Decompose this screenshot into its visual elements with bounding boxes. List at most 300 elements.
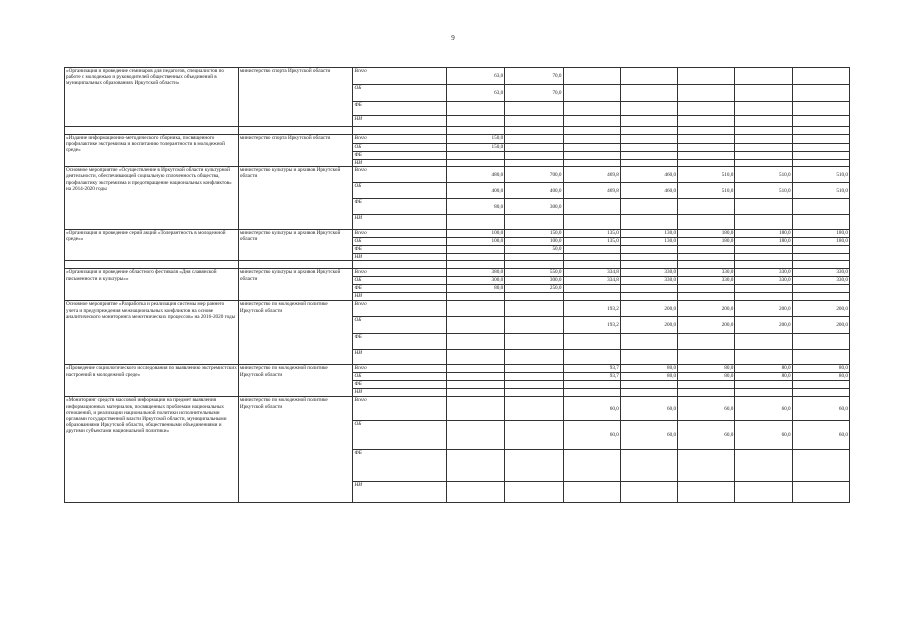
funding-source-cell: ФБ — [353, 285, 446, 293]
funding-source-cell: ОБ — [353, 373, 446, 381]
responsible-org-cell: министерство спорта Иркутской области — [238, 135, 353, 167]
amount-cell — [505, 135, 563, 144]
amount-cell: 60,0 — [678, 397, 735, 421]
amount-cell — [620, 293, 677, 301]
empty-cell — [678, 261, 735, 269]
responsible-org-cell: министерство культуры и архивов Иркутской области — [238, 167, 353, 230]
amount-cell — [620, 144, 677, 152]
amount-cell: 93,7 — [563, 365, 620, 373]
amount-cell — [446, 389, 504, 397]
funding-source-cell: НИ — [353, 389, 446, 397]
empty-cell — [65, 127, 239, 135]
amount-cell: 193,2 — [563, 301, 620, 317]
amount-cell: 80,0 — [678, 365, 735, 373]
amount-cell: 334,8 — [563, 277, 620, 285]
table-row — [65, 135, 850, 144]
amount-cell — [505, 421, 563, 450]
amount-cell — [678, 215, 735, 230]
amount-cell — [446, 152, 504, 160]
empty-cell — [353, 261, 446, 269]
amount-cell — [563, 144, 620, 152]
activity-name-cell: «Организация и проведение областного фестиваля «Дня славянской письменности и культуры»» — [65, 269, 239, 301]
funding-source-cell: ФБ — [353, 334, 446, 350]
amount-cell — [563, 285, 620, 293]
amount-cell — [505, 350, 563, 365]
amount-cell — [735, 482, 792, 503]
amount-cell — [620, 160, 677, 167]
activity-name-cell: «Проведение социологического исследования по выявлению экстремистских настроений в молодежной среде» — [65, 365, 239, 397]
amount-cell: 180,0 — [678, 230, 735, 238]
amount-cell — [563, 199, 620, 215]
amount-cell — [620, 135, 677, 144]
amount-cell — [620, 246, 677, 254]
amount-cell — [563, 85, 620, 102]
table-row — [65, 269, 850, 277]
amount-cell: 460,0 — [620, 167, 677, 183]
amount-cell — [792, 246, 849, 254]
table-row — [65, 365, 850, 373]
amount-cell: 193,2 — [563, 317, 620, 334]
amount-cell — [735, 254, 792, 261]
activity-name-cell: «Мониторинг средств массовой информации на предмет выявления информационных материалов, посвященных проблемам национальных отношений, и реализации национальной политики исполнительными органами государственной власти Иркутской области, муниципальными образованиями Иркутской области, общественными объединениями и другими субъектами национальной политики» — [65, 397, 239, 503]
funding-source-cell: ФБ — [353, 450, 446, 482]
amount-cell — [505, 160, 563, 167]
amount-cell — [678, 389, 735, 397]
amount-cell — [678, 116, 735, 127]
amount-cell — [563, 68, 620, 85]
amount-cell: 130,0 — [620, 238, 677, 246]
amount-cell: 93,7 — [563, 373, 620, 381]
amount-cell — [678, 135, 735, 144]
amount-cell — [792, 144, 849, 152]
amount-cell: 70,0 — [505, 85, 563, 102]
amount-cell — [678, 293, 735, 301]
funding-source-cell: ОБ — [353, 277, 446, 285]
responsible-org-cell: министерство по молодежной политике Иркутской области — [238, 301, 353, 365]
amount-cell — [446, 246, 504, 254]
spacer-row — [65, 261, 850, 269]
amount-cell: 60,0 — [678, 421, 735, 450]
amount-cell — [792, 334, 849, 350]
funding-source-cell: ОБ — [353, 183, 446, 199]
amount-cell — [563, 215, 620, 230]
amount-cell: 200,0 — [620, 301, 677, 317]
amount-cell — [735, 135, 792, 144]
amount-cell — [505, 254, 563, 261]
empty-cell — [792, 261, 849, 269]
amount-cell — [620, 215, 677, 230]
amount-cell: 400,0 — [446, 183, 504, 199]
amount-cell: 460,0 — [620, 183, 677, 199]
empty-cell — [505, 261, 563, 269]
funding-source-cell: ОБ — [353, 317, 446, 334]
amount-cell: 510,0 — [678, 167, 735, 183]
amount-cell — [563, 152, 620, 160]
amount-cell — [792, 152, 849, 160]
amount-cell: 469,8 — [563, 167, 620, 183]
funding-source-cell: ФБ — [353, 152, 446, 160]
amount-cell — [563, 350, 620, 365]
amount-cell: 80,0 — [735, 373, 792, 381]
amount-cell: 510,0 — [678, 183, 735, 199]
amount-cell — [735, 450, 792, 482]
amount-cell: 180,0 — [792, 238, 849, 246]
amount-cell — [446, 254, 504, 261]
empty-cell — [678, 127, 735, 135]
amount-cell — [792, 482, 849, 503]
amount-cell — [678, 350, 735, 365]
funding-source-cell: НИ — [353, 482, 446, 503]
amount-cell — [678, 160, 735, 167]
responsible-org-cell: министерство культуры и архивов Иркутской области — [238, 230, 353, 261]
amount-cell — [563, 254, 620, 261]
amount-cell — [792, 389, 849, 397]
amount-cell — [505, 397, 563, 421]
amount-cell — [446, 350, 504, 365]
amount-cell: 135,0 — [563, 238, 620, 246]
amount-cell — [620, 116, 677, 127]
budget-table — [64, 67, 850, 503]
amount-cell — [735, 350, 792, 365]
amount-cell: 60,0 — [792, 397, 849, 421]
amount-cell: 50,0 — [505, 246, 563, 254]
amount-cell — [620, 199, 677, 215]
amount-cell: 480,0 — [446, 167, 504, 183]
amount-cell — [678, 285, 735, 293]
amount-cell: 60,0 — [620, 421, 677, 450]
amount-cell — [505, 389, 563, 397]
amount-cell: 330,0 — [620, 277, 677, 285]
funding-source-cell: НИ — [353, 116, 446, 127]
amount-cell — [792, 102, 849, 116]
amount-cell — [792, 381, 849, 389]
funding-source-cell: НИ — [353, 160, 446, 167]
empty-cell — [353, 127, 446, 135]
activity-name-cell: «Организация и проведение семинаров для педагогов, специалистов по работе с молодежью и руководителей общественных объединений в муниципальных образованиях Иркутской области» — [65, 68, 239, 127]
amount-cell — [620, 389, 677, 397]
funding-source-cell: ФБ — [353, 199, 446, 215]
amount-cell: 334,8 — [563, 269, 620, 277]
amount-cell — [505, 450, 563, 482]
amount-cell — [505, 381, 563, 389]
funding-source-cell: Всего — [353, 269, 446, 277]
amount-cell — [735, 293, 792, 301]
empty-cell — [238, 127, 353, 135]
amount-cell: 100,0 — [446, 238, 504, 246]
amount-cell: 200,0 — [792, 301, 849, 317]
amount-cell: 180,0 — [678, 238, 735, 246]
amount-cell — [792, 199, 849, 215]
amount-cell: 200,0 — [792, 317, 849, 334]
amount-cell — [735, 389, 792, 397]
amount-cell — [563, 116, 620, 127]
empty-cell — [620, 261, 677, 269]
amount-cell: 150,0 — [505, 230, 563, 238]
amount-cell — [678, 381, 735, 389]
amount-cell — [446, 116, 504, 127]
table-row — [65, 230, 850, 238]
amount-cell — [505, 317, 563, 334]
funding-source-cell: НИ — [353, 293, 446, 301]
funding-source-cell: НИ — [353, 350, 446, 365]
amount-cell: 135,0 — [563, 230, 620, 238]
funding-source-cell: ФБ — [353, 102, 446, 116]
amount-cell: 400,0 — [505, 183, 563, 199]
funding-source-cell: Всего — [353, 68, 446, 85]
amount-cell — [505, 334, 563, 350]
amount-cell: 510,0 — [735, 167, 792, 183]
amount-cell: 380,0 — [446, 269, 504, 277]
amount-cell — [505, 293, 563, 301]
amount-cell: 330,0 — [735, 277, 792, 285]
amount-cell — [792, 285, 849, 293]
amount-cell — [792, 215, 849, 230]
amount-cell — [446, 421, 504, 450]
amount-cell: 80,0 — [678, 373, 735, 381]
empty-cell — [563, 127, 620, 135]
empty-cell — [792, 127, 849, 135]
amount-cell — [735, 285, 792, 293]
amount-cell: 510,0 — [792, 167, 849, 183]
amount-cell: 300,0 — [505, 199, 563, 215]
amount-cell: 80,0 — [735, 365, 792, 373]
amount-cell: 60,0 — [735, 421, 792, 450]
amount-cell — [678, 482, 735, 503]
amount-cell: 200,0 — [735, 301, 792, 317]
empty-cell — [735, 261, 792, 269]
amount-cell: 100,0 — [505, 238, 563, 246]
funding-source-cell: Всего — [353, 301, 446, 317]
responsible-org-cell: министерство по молодежной политике Иркутской области — [238, 365, 353, 397]
amount-cell: 510,0 — [792, 183, 849, 199]
amount-cell: 60,0 — [792, 421, 849, 450]
amount-cell — [446, 373, 504, 381]
amount-cell — [678, 334, 735, 350]
amount-cell — [735, 199, 792, 215]
empty-cell — [65, 261, 239, 269]
amount-cell — [735, 381, 792, 389]
table-row — [65, 68, 850, 85]
amount-cell: 700,0 — [505, 167, 563, 183]
amount-cell: 330,0 — [792, 269, 849, 277]
amount-cell — [446, 160, 504, 167]
amount-cell: 60,0 — [735, 397, 792, 421]
amount-cell: 330,0 — [678, 277, 735, 285]
funding-source-cell: Всего — [353, 230, 446, 238]
amount-cell — [505, 152, 563, 160]
amount-cell — [505, 215, 563, 230]
responsible-org-cell: министерство по молодежной политике Иркутской области — [238, 397, 353, 503]
activity-name-cell: Основное мероприятие «Осуществление в Иркутской области культурной деятельности, обеспечивающей социальную сплоченность общества, профилактику экстремизма и предотвращение национальных конфликтов» на 2014-2020 годы — [65, 167, 239, 230]
amount-cell: 200,0 — [678, 317, 735, 334]
funding-source-cell: Всего — [353, 167, 446, 183]
amount-cell: 300,0 — [505, 277, 563, 285]
amount-cell — [446, 334, 504, 350]
amount-cell — [792, 350, 849, 365]
amount-cell — [505, 102, 563, 116]
funding-source-cell: ФБ — [353, 246, 446, 254]
amount-cell — [563, 246, 620, 254]
funding-source-cell: НИ — [353, 215, 446, 230]
funding-source-cell: ФБ — [353, 381, 446, 389]
amount-cell: 70,0 — [505, 68, 563, 85]
amount-cell — [505, 301, 563, 317]
amount-cell — [735, 160, 792, 167]
empty-cell — [446, 127, 504, 135]
amount-cell — [620, 85, 677, 102]
amount-cell — [792, 85, 849, 102]
amount-cell — [446, 293, 504, 301]
amount-cell — [505, 365, 563, 373]
empty-cell — [735, 127, 792, 135]
amount-cell — [792, 116, 849, 127]
amount-cell: 550,0 — [505, 269, 563, 277]
amount-cell — [678, 254, 735, 261]
amount-cell: 80,0 — [446, 199, 504, 215]
amount-cell — [505, 116, 563, 127]
amount-cell: 80,0 — [446, 285, 504, 293]
amount-cell — [735, 85, 792, 102]
amount-cell: 60,0 — [563, 397, 620, 421]
amount-cell — [735, 144, 792, 152]
amount-cell — [735, 334, 792, 350]
amount-cell — [563, 102, 620, 116]
amount-cell — [678, 199, 735, 215]
amount-cell — [792, 160, 849, 167]
amount-cell — [446, 381, 504, 389]
amount-cell: 80,0 — [792, 373, 849, 381]
amount-cell: 300,0 — [446, 277, 504, 285]
amount-cell: 330,0 — [678, 269, 735, 277]
empty-cell — [620, 127, 677, 135]
amount-cell — [446, 301, 504, 317]
funding-source-cell: ОБ — [353, 421, 446, 450]
spacer-row — [65, 127, 850, 135]
amount-cell — [446, 317, 504, 334]
amount-cell — [620, 482, 677, 503]
funding-source-cell: Всего — [353, 135, 446, 144]
amount-cell: 150,0 — [446, 135, 504, 144]
amount-cell: 80,0 — [620, 373, 677, 381]
table-row — [65, 301, 850, 317]
amount-cell — [735, 102, 792, 116]
funding-source-cell: ОБ — [353, 144, 446, 152]
amount-cell — [446, 215, 504, 230]
budget-table-body — [65, 68, 850, 503]
amount-cell — [735, 68, 792, 85]
amount-cell — [792, 135, 849, 144]
activity-name-cell: «Организация и проведение серий акций «Толерантность в молодежной среде»» — [65, 230, 239, 261]
amount-cell: 180,0 — [735, 238, 792, 246]
amount-cell: 60,0 — [563, 421, 620, 450]
amount-cell: 130,0 — [620, 230, 677, 238]
amount-cell — [678, 152, 735, 160]
amount-cell — [563, 389, 620, 397]
table-row — [65, 167, 850, 183]
amount-cell: 60,0 — [620, 397, 677, 421]
amount-cell: 63,0 — [446, 85, 504, 102]
amount-cell — [620, 102, 677, 116]
amount-cell: 200,0 — [678, 301, 735, 317]
amount-cell — [563, 334, 620, 350]
funding-source-cell: Всего — [353, 365, 446, 373]
amount-cell — [446, 365, 504, 373]
amount-cell — [678, 144, 735, 152]
table-row — [65, 397, 850, 421]
amount-cell — [620, 334, 677, 350]
amount-cell — [678, 246, 735, 254]
amount-cell — [735, 116, 792, 127]
amount-cell: 80,0 — [792, 365, 849, 373]
amount-cell: 510,0 — [735, 183, 792, 199]
amount-cell — [792, 293, 849, 301]
amount-cell — [678, 450, 735, 482]
amount-cell — [563, 160, 620, 167]
amount-cell: 330,0 — [792, 277, 849, 285]
amount-cell — [563, 293, 620, 301]
amount-cell: 330,0 — [620, 269, 677, 277]
amount-cell — [620, 450, 677, 482]
amount-cell — [563, 482, 620, 503]
amount-cell: 150,0 — [446, 144, 504, 152]
page-number: 9 — [451, 34, 455, 42]
amount-cell — [620, 285, 677, 293]
funding-source-cell: ОБ — [353, 85, 446, 102]
funding-source-cell: Всего — [353, 397, 446, 421]
amount-cell — [505, 482, 563, 503]
empty-cell — [446, 261, 504, 269]
amount-cell — [678, 85, 735, 102]
amount-cell: 200,0 — [735, 317, 792, 334]
amount-cell — [792, 68, 849, 85]
empty-cell — [563, 261, 620, 269]
amount-cell — [446, 482, 504, 503]
amount-cell — [735, 246, 792, 254]
amount-cell — [563, 381, 620, 389]
funding-source-cell: НИ — [353, 254, 446, 261]
amount-cell — [735, 152, 792, 160]
amount-cell — [620, 152, 677, 160]
amount-cell — [620, 254, 677, 261]
amount-cell: 100,0 — [446, 230, 504, 238]
empty-cell — [238, 261, 353, 269]
amount-cell — [446, 102, 504, 116]
amount-cell — [563, 450, 620, 482]
amount-cell — [505, 144, 563, 152]
responsible-org-cell: министерство культуры и архивов Иркутской области — [238, 269, 353, 301]
amount-cell: 250,0 — [505, 285, 563, 293]
amount-cell — [446, 450, 504, 482]
amount-cell: 180,0 — [735, 230, 792, 238]
amount-cell — [792, 254, 849, 261]
responsible-org-cell: министерство спорта Иркутской области — [238, 68, 353, 127]
amount-cell — [505, 373, 563, 381]
amount-cell — [563, 135, 620, 144]
activity-name-cell: «Издание информационно-методического сборника, посвященного профилактике экстремизма и воспитанию толерантности в молодежной среде» — [65, 135, 239, 167]
amount-cell — [792, 450, 849, 482]
amount-cell: 80,0 — [620, 365, 677, 373]
funding-source-cell: ОБ — [353, 238, 446, 246]
amount-cell — [620, 381, 677, 389]
activity-name-cell: Основное мероприятие «Разработка и реализация системы мер раннего учета и предупреждения межнациональных конфликтов на основе аналитического мониторинга межэтнических процессов» на 2016-2020 годы — [65, 301, 239, 365]
amount-cell — [678, 68, 735, 85]
empty-cell — [505, 127, 563, 135]
amount-cell: 469,8 — [563, 183, 620, 199]
amount-cell: 63,0 — [446, 68, 504, 85]
amount-cell — [620, 350, 677, 365]
amount-cell: 200,0 — [620, 317, 677, 334]
amount-cell — [620, 68, 677, 85]
